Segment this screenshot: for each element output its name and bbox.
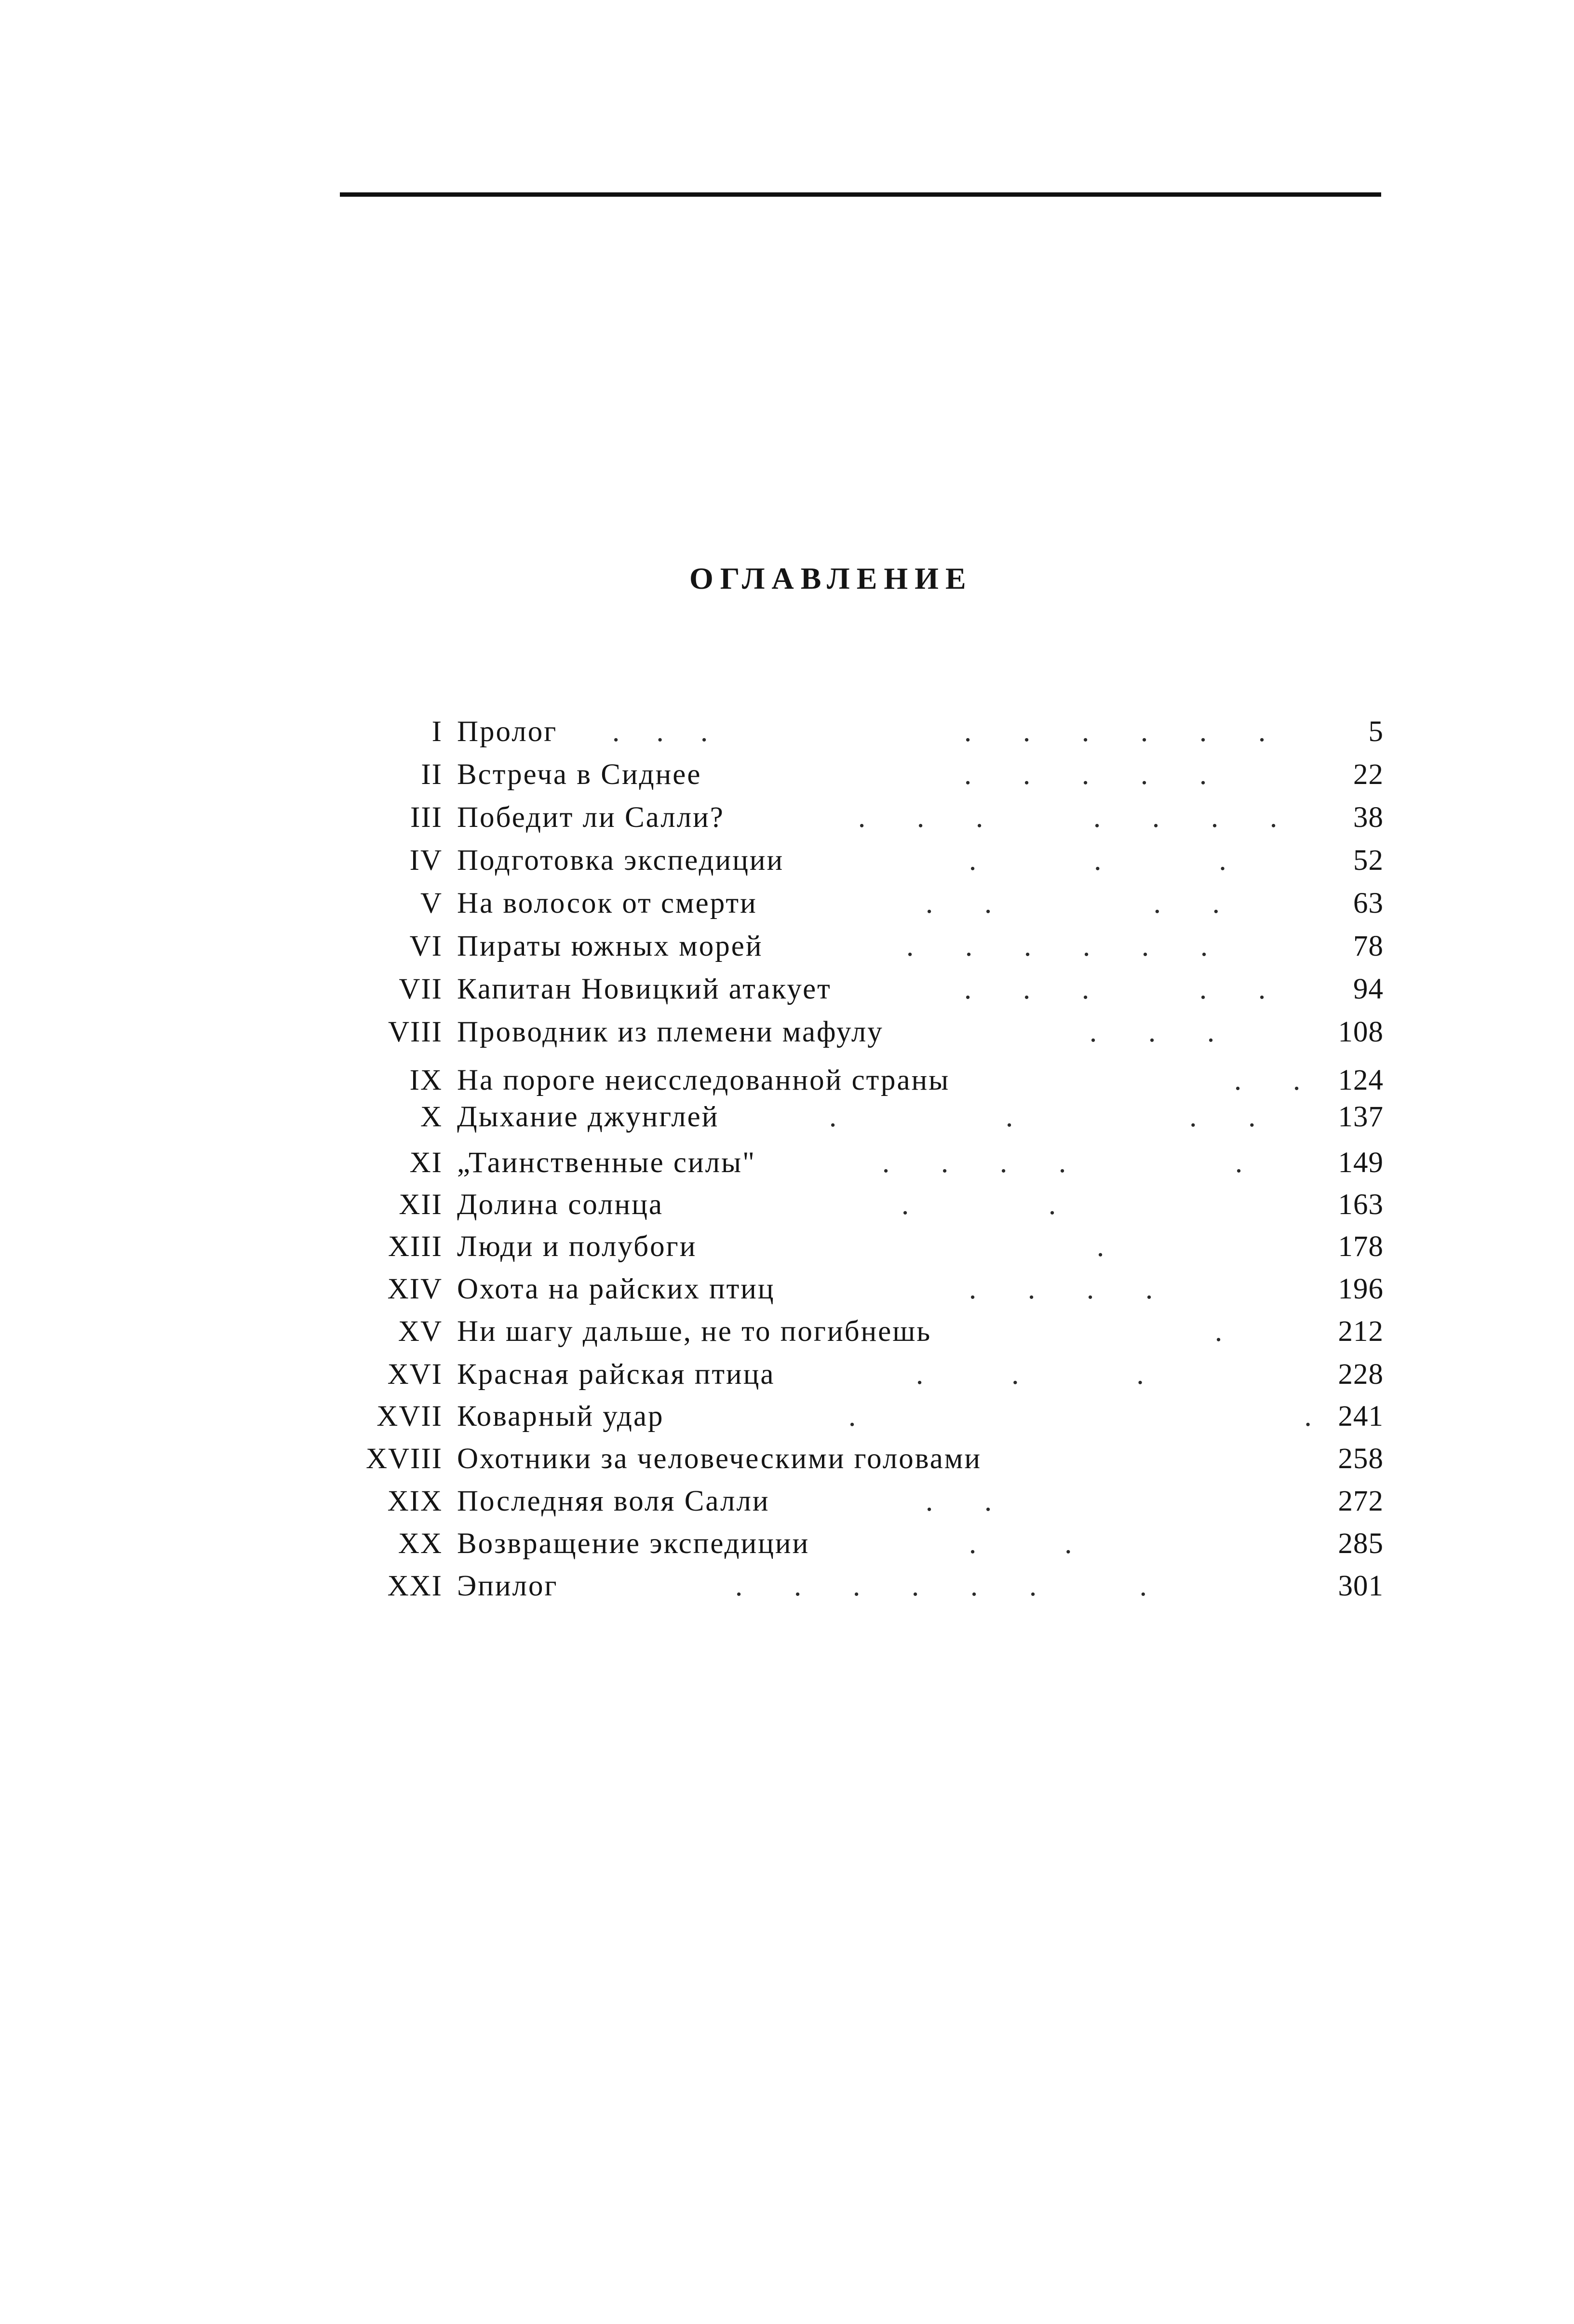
toc-entry <box>0 1270 1574 1309</box>
toc-entry-title: Капитан Новицкий атакует <box>457 973 832 1005</box>
toc-leader-dots: . . . <box>916 1358 1144 1391</box>
toc-entry-title: Дыхание джунглей <box>457 1101 719 1133</box>
toc-entry-page: 241 <box>1338 1400 1384 1432</box>
toc-entry <box>0 841 1574 880</box>
toc-entry-number: XVIII <box>365 1443 443 1475</box>
toc-leader-dots: . . . . . . . <box>858 801 1278 834</box>
toc-entry <box>0 1525 1574 1563</box>
toc-entry-page: 301 <box>1338 1570 1384 1602</box>
toc-entry-page: 94 <box>1353 973 1384 1005</box>
toc-entry-page: 149 <box>1338 1147 1384 1179</box>
toc-entry-title: Эпилог <box>457 1570 558 1602</box>
toc-entry-title: На пороге неисследованной страны <box>457 1064 950 1096</box>
toc-entry-title: Охота на райских птиц <box>457 1273 775 1305</box>
toc-entry-number: XIX <box>387 1485 443 1517</box>
toc-entry-title: Пролог <box>457 716 558 748</box>
toc-leader-dots: . <box>1215 1315 1223 1348</box>
toc-entry-page: 38 <box>1353 801 1384 834</box>
toc-leader-dots: . . <box>1234 1064 1301 1096</box>
toc-leader-dots: . . . . . <box>964 973 1266 1005</box>
toc-entry-title: Возвращение экспедиции <box>457 1527 810 1560</box>
toc-leader-dots: . . . . <box>926 887 1220 919</box>
toc-entry <box>0 1013 1574 1052</box>
toc-entry <box>0 756 1574 794</box>
toc-entry-title: Подготовка экспедиции <box>457 844 784 877</box>
toc-leader-dots: . . . . <box>969 1273 1153 1305</box>
toc-entry-number: X <box>420 1101 443 1133</box>
toc-entry-number: XV <box>398 1315 443 1348</box>
toc-entry-number: III <box>410 801 443 834</box>
toc-entry-number: XIII <box>388 1230 443 1263</box>
toc-entry-page: 108 <box>1338 1016 1384 1048</box>
toc-entry-page: 196 <box>1338 1273 1384 1305</box>
toc-leader-dots: . . . . . <box>882 1147 1243 1179</box>
toc-entry-number: IX <box>409 1064 443 1096</box>
toc-entry <box>0 1186 1574 1224</box>
toc-entry-title: Проводник из племени мафулу <box>457 1016 884 1048</box>
toc-entry-page: 272 <box>1338 1485 1384 1517</box>
toc-leader-dots: . . . <box>969 844 1226 877</box>
toc-entry-page: 285 <box>1338 1527 1384 1560</box>
toc-entry-page: 63 <box>1353 887 1384 919</box>
toc-entry <box>0 798 1574 837</box>
toc-entry-number: VII <box>399 973 443 1005</box>
toc-leader-dots: . . . . . . <box>906 930 1208 962</box>
toc-entry-number: XX <box>398 1527 443 1560</box>
toc-entry-page: 137 <box>1338 1101 1384 1133</box>
toc-entry-title: Ни шагу дальше, не то погибнешь <box>457 1315 932 1348</box>
toc-leader-dots: . . . <box>1090 1016 1215 1048</box>
toc-entry-page: 163 <box>1338 1189 1384 1221</box>
toc-leader-dots: . . <box>901 1189 1056 1221</box>
toc-entry-title: Люди и полубоги <box>457 1230 697 1263</box>
toc-entry-title: Красная райская птица <box>457 1358 775 1391</box>
toc-entry <box>0 1061 1574 1100</box>
toc-entry-page: 124 <box>1338 1064 1384 1096</box>
toc-entry-number: XIV <box>387 1273 443 1305</box>
toc-entry <box>0 970 1574 1009</box>
toc-entry-number: VI <box>409 930 443 962</box>
toc-entry-title: На волосок от смерти <box>457 887 757 919</box>
toc-leader-dots: . . . . <box>829 1101 1256 1133</box>
toc-entry <box>0 1144 1574 1182</box>
toc-entry-number: I <box>431 716 443 748</box>
toc-leader-dots: . . . <box>612 716 708 748</box>
toc-heading: ОГЛАВЛЕНИЕ <box>689 561 973 595</box>
toc-entry <box>0 1397 1574 1436</box>
toc-entry <box>0 713 1574 751</box>
toc-entry-number: XVII <box>377 1400 443 1432</box>
toc-entry-page: 258 <box>1338 1443 1384 1475</box>
toc-entry-page: 228 <box>1338 1358 1384 1391</box>
toc-entry-title: Пираты южных морей <box>457 930 763 962</box>
toc-entry-number: VIII <box>388 1016 443 1048</box>
toc-leader-dots: . . <box>848 1400 1312 1432</box>
toc-entry-page: 5 <box>1368 716 1384 748</box>
toc-entry-page: 52 <box>1353 844 1384 877</box>
toc-entry <box>0 1567 1574 1606</box>
toc-entry-title: Долина солнца <box>457 1189 663 1221</box>
toc-entry-page: 178 <box>1338 1230 1384 1263</box>
toc-entry <box>0 1098 1574 1136</box>
top-rule <box>340 192 1381 197</box>
toc-entry-title: Победит ли Салли? <box>457 801 725 834</box>
toc-entry-number: XVI <box>387 1358 443 1391</box>
toc-entry <box>0 1440 1574 1478</box>
toc-entry-number: XI <box>409 1147 443 1179</box>
toc-entry <box>0 884 1574 923</box>
toc-entry-number: XXI <box>387 1570 443 1602</box>
toc-leader-dots: . . . . . . <box>964 716 1266 748</box>
toc-entry-title: Коварный удар <box>457 1400 664 1432</box>
toc-entry <box>0 1312 1574 1351</box>
toc-entry <box>0 1228 1574 1266</box>
toc-entry-number: II <box>421 758 443 791</box>
toc-leader-dots: . . <box>969 1527 1072 1560</box>
toc-entry-page: 22 <box>1353 758 1384 791</box>
toc-leader-dots: . <box>1097 1230 1104 1263</box>
toc-entry-number: IV <box>409 844 443 877</box>
toc-entry-number: XII <box>399 1189 443 1221</box>
toc-entry-page: 212 <box>1338 1315 1384 1348</box>
toc-leader-dots: . . . . . . . <box>735 1570 1147 1602</box>
toc-entry-title: Охотники за человеческими головами <box>457 1443 982 1475</box>
toc-entry-number: V <box>420 887 443 919</box>
toc-entry <box>0 927 1574 966</box>
toc-entry <box>0 1482 1574 1521</box>
toc-entry-page: 78 <box>1353 930 1384 962</box>
toc-entry-title: Встреча в Сиднее <box>457 758 702 791</box>
toc-entry <box>0 1355 1574 1394</box>
toc-entry-title: „Таинственные силы" <box>457 1147 756 1179</box>
toc-entry-title: Последняя воля Салли <box>457 1485 770 1517</box>
toc-leader-dots: . . <box>926 1485 992 1517</box>
toc-leader-dots: . . . . . <box>964 758 1207 791</box>
